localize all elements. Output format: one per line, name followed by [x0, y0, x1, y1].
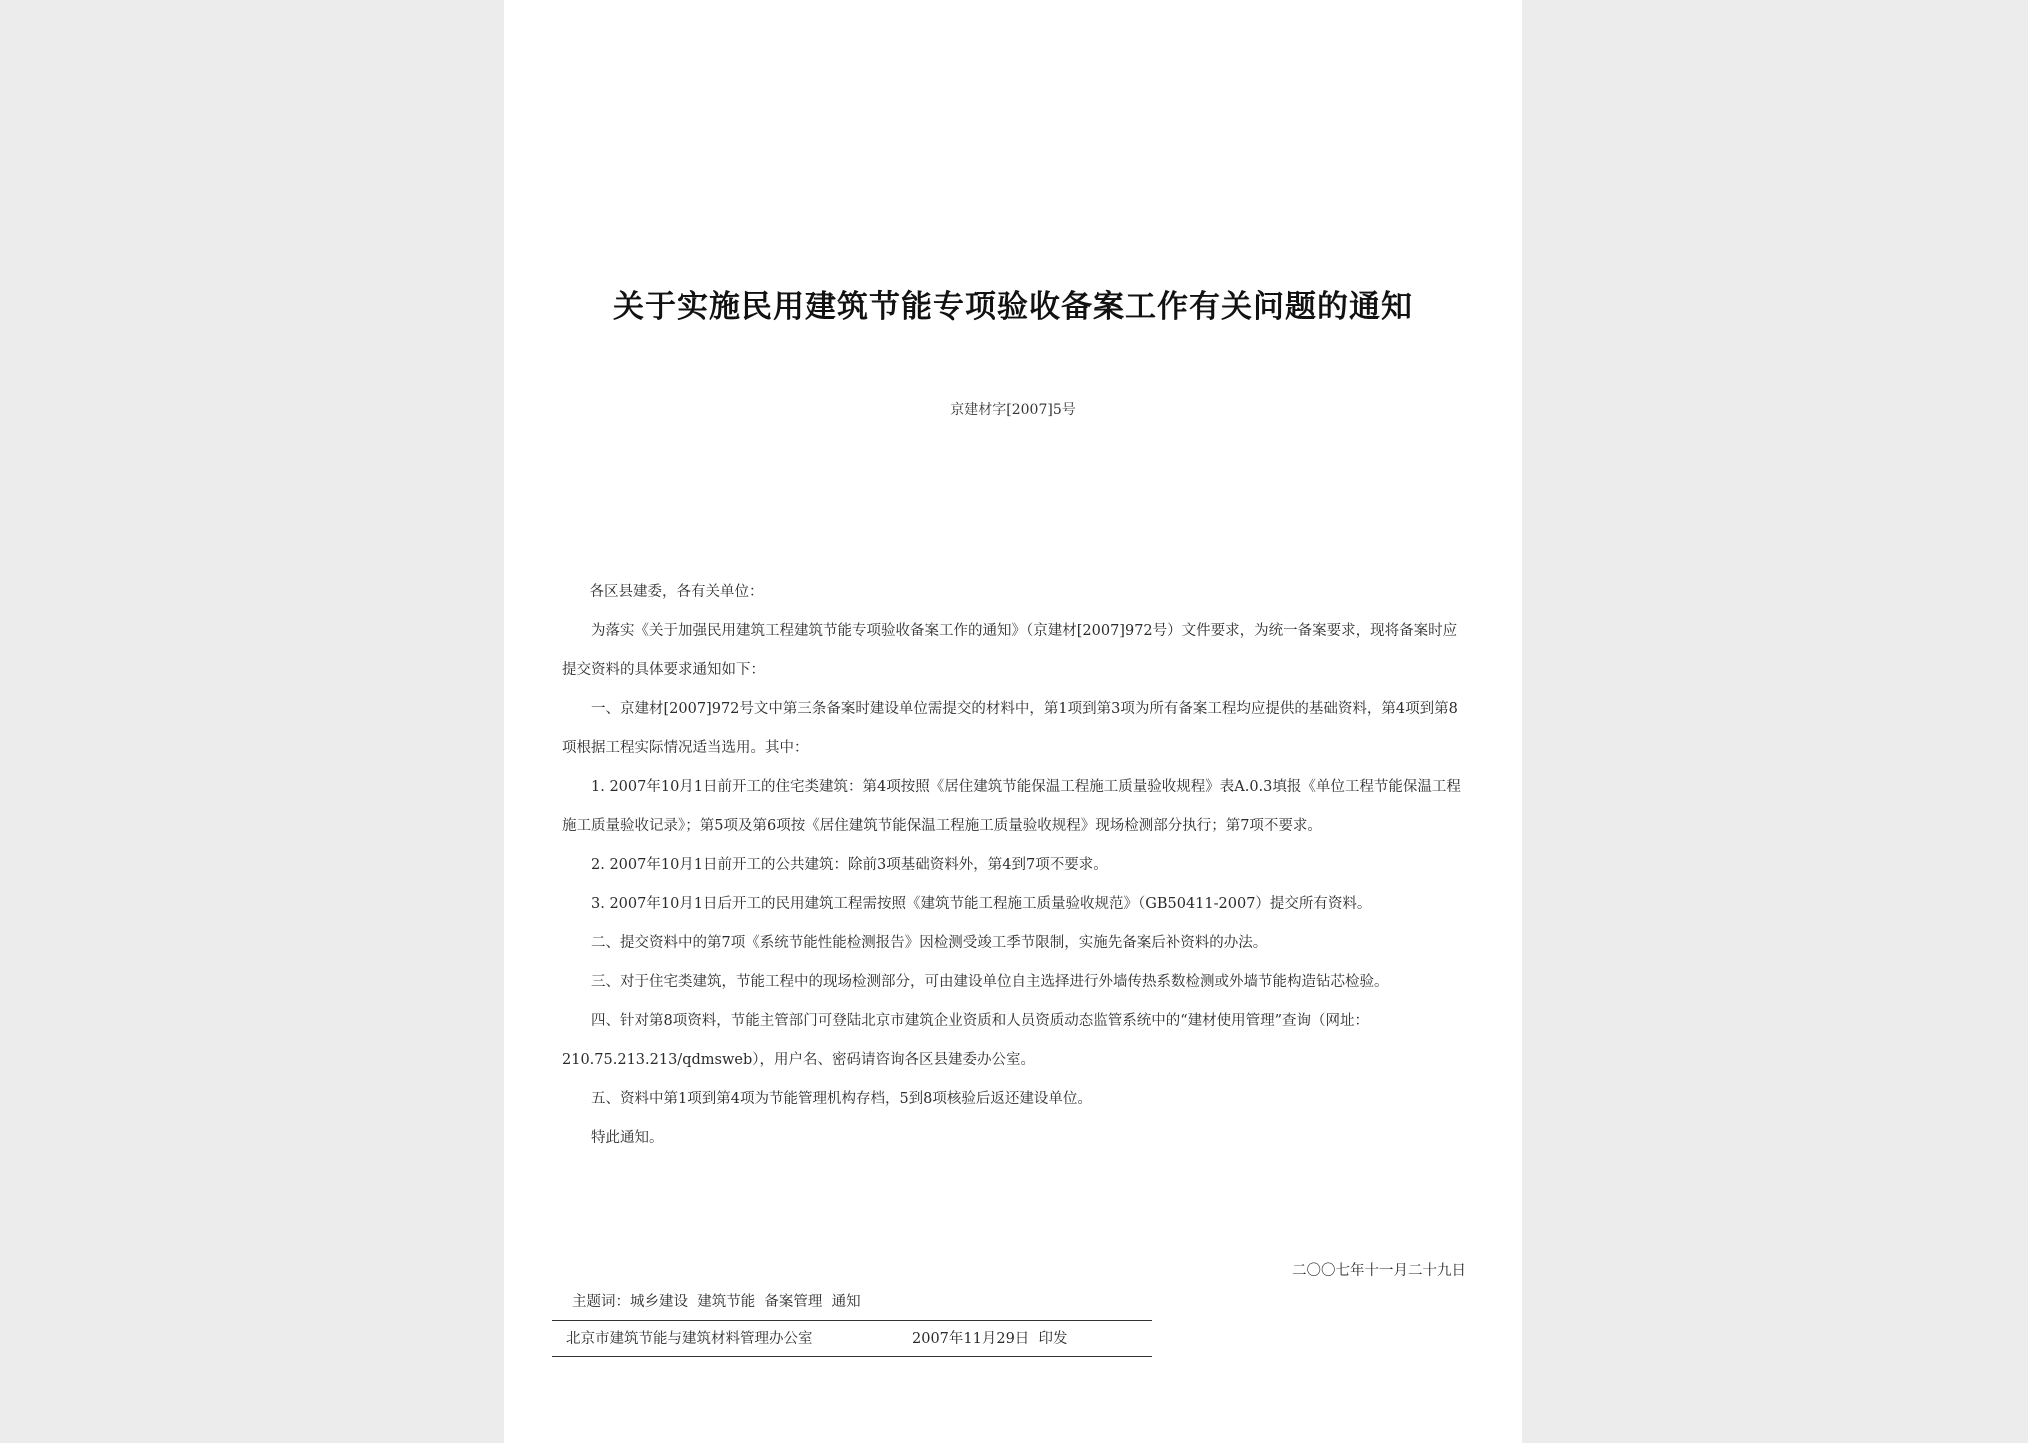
paragraph-item-4: 四、针对第8项资料，节能主管部门可登陆北京市建筑企业资质和人员资质动态监管系统中的“建材使用管理”查询（网址：210.75.213.213/qdmsweb），用户名、密码请咨询各区县建委办公室。: [562, 1013, 1370, 1068]
document-number: 京建材字[2007]5号: [950, 402, 1076, 418]
keywords-line: [572, 1290, 861, 1311]
paragraph-intro: 为落实《关于加强民用建筑工程建筑节能专项验收备案工作的通知》（京建材[2007]972号）文件要求，为统一备案要求，现将备案时应提交资料的具体要求通知如下：: [562, 623, 1458, 678]
document-page: [504, 0, 1522, 1443]
footer-rule-bottom: [552, 1356, 1152, 1357]
keywords-label: 主题词：: [572, 1294, 630, 1310]
paragraph-item-5: 五、资料中第1项到第4项为节能管理机构存档，5到8项核验后返还建设单位。: [591, 1091, 1092, 1107]
paragraph-closing: 特此通知。: [591, 1130, 664, 1146]
document-body: [562, 573, 1468, 1158]
paragraph-subitem-1: 1. 2007年10月1日前开工的住宅类建筑：第4项按照《居住建筑节能保温工程施工质量验收规程》表A.0.3填报《单位工程节能保温工程施工质量验收记录》；第5项及第6项按《居住建筑节能保温工程施工质量验收规程》现场检测部分执行；第7项不要求。: [562, 779, 1461, 834]
paragraph-subitem-3: 3. 2007年10月1日后开工的民用建筑工程需按照《建筑节能工程施工质量验收规范》（GB50411-2007）提交所有资料。: [591, 896, 1372, 912]
paragraph-item-1: 一、京建材[2007]972号文中第三条备案时建设单位需提交的材料中，第1项到第3项为所有备案工程均应提供的基础资料，第4项到第8项根据工程实际情况适当选用。其中：: [562, 701, 1458, 756]
footer-rule-top: [552, 1320, 1152, 1321]
print-date: 2007年11月29日 印发: [912, 1331, 1068, 1347]
issuer-office: 北京市建筑节能与建筑材料管理办公室: [566, 1331, 813, 1347]
document-date: 二〇〇七年十一月二十九日: [1292, 1263, 1466, 1279]
salutation: 各区县建委，各有关单位：: [589, 584, 764, 600]
paragraph-item-2: 二、提交资料中的第7项《系统节能性能检测报告》因检测受竣工季节限制，实施先备案后补资料的办法。: [591, 935, 1268, 951]
paragraph-item-3: 三、对于住宅类建筑，节能工程中的现场检测部分，可由建设单位自主选择进行外墙传热系数检测或外墙节能构造钻芯检验。: [591, 974, 1389, 990]
keywords-text: 城乡建设 建筑节能 备案管理 通知: [630, 1294, 861, 1310]
document-title: 关于实施民用建筑节能专项验收备案工作有关问题的通知: [613, 289, 1413, 325]
paragraph-subitem-2: 2. 2007年10月1日前开工的公共建筑：除前3项基础资料外，第4到7项不要求。: [591, 857, 1108, 873]
